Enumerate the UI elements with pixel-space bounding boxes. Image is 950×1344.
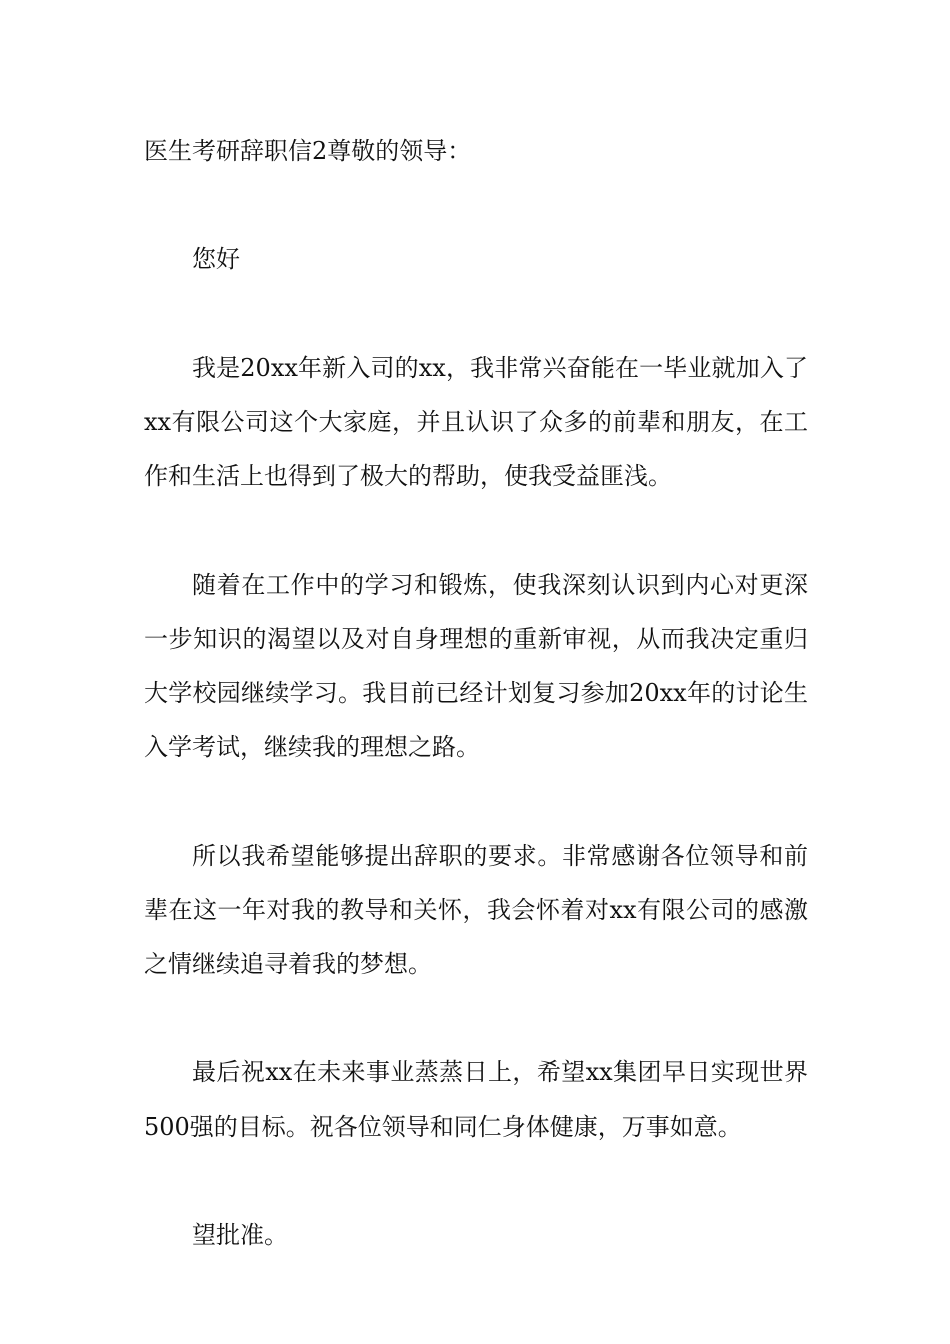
closing-line: 望批准。 <box>192 1220 288 1249</box>
letter-body <box>144 124 808 1316</box>
paragraph-request: 所以我希望能够提出辞职的要求。非常感谢各位领导和前辈在这一年对我的教导和关怀，我会怀着对xx有限公司的感激之情继续追寻着我的梦想。 <box>144 841 808 978</box>
paragraph-reason: 随着在工作中的学习和锻炼，使我深刻认识到内心对更深一步知识的渴望以及对自身理想的重新审视，从而我决定重归大学校园继续学习。我目前已经计划复习参加20xx年的讨论生入学考试，继续我的理想之路。 <box>144 570 808 762</box>
paragraph-wishes: 最后祝xx在未来事业蒸蒸日上，希望xx集团早日实现世界500强的目标。祝各位领导和同仁身体健康，万事如意。 <box>144 1058 808 1141</box>
letter-heading-line: 医生考研辞职信2尊敬的领导： <box>144 137 472 165</box>
greeting: 您好 <box>192 245 240 274</box>
paragraph-intro: 我是20xx年新入司的xx，我非常兴奋能在一毕业就加入了xx有限公司这个大家庭，并且认识了众多的前辈和朋友，在工作和生活上也得到了极大的帮助，使我受益匪浅。 <box>144 353 808 491</box>
